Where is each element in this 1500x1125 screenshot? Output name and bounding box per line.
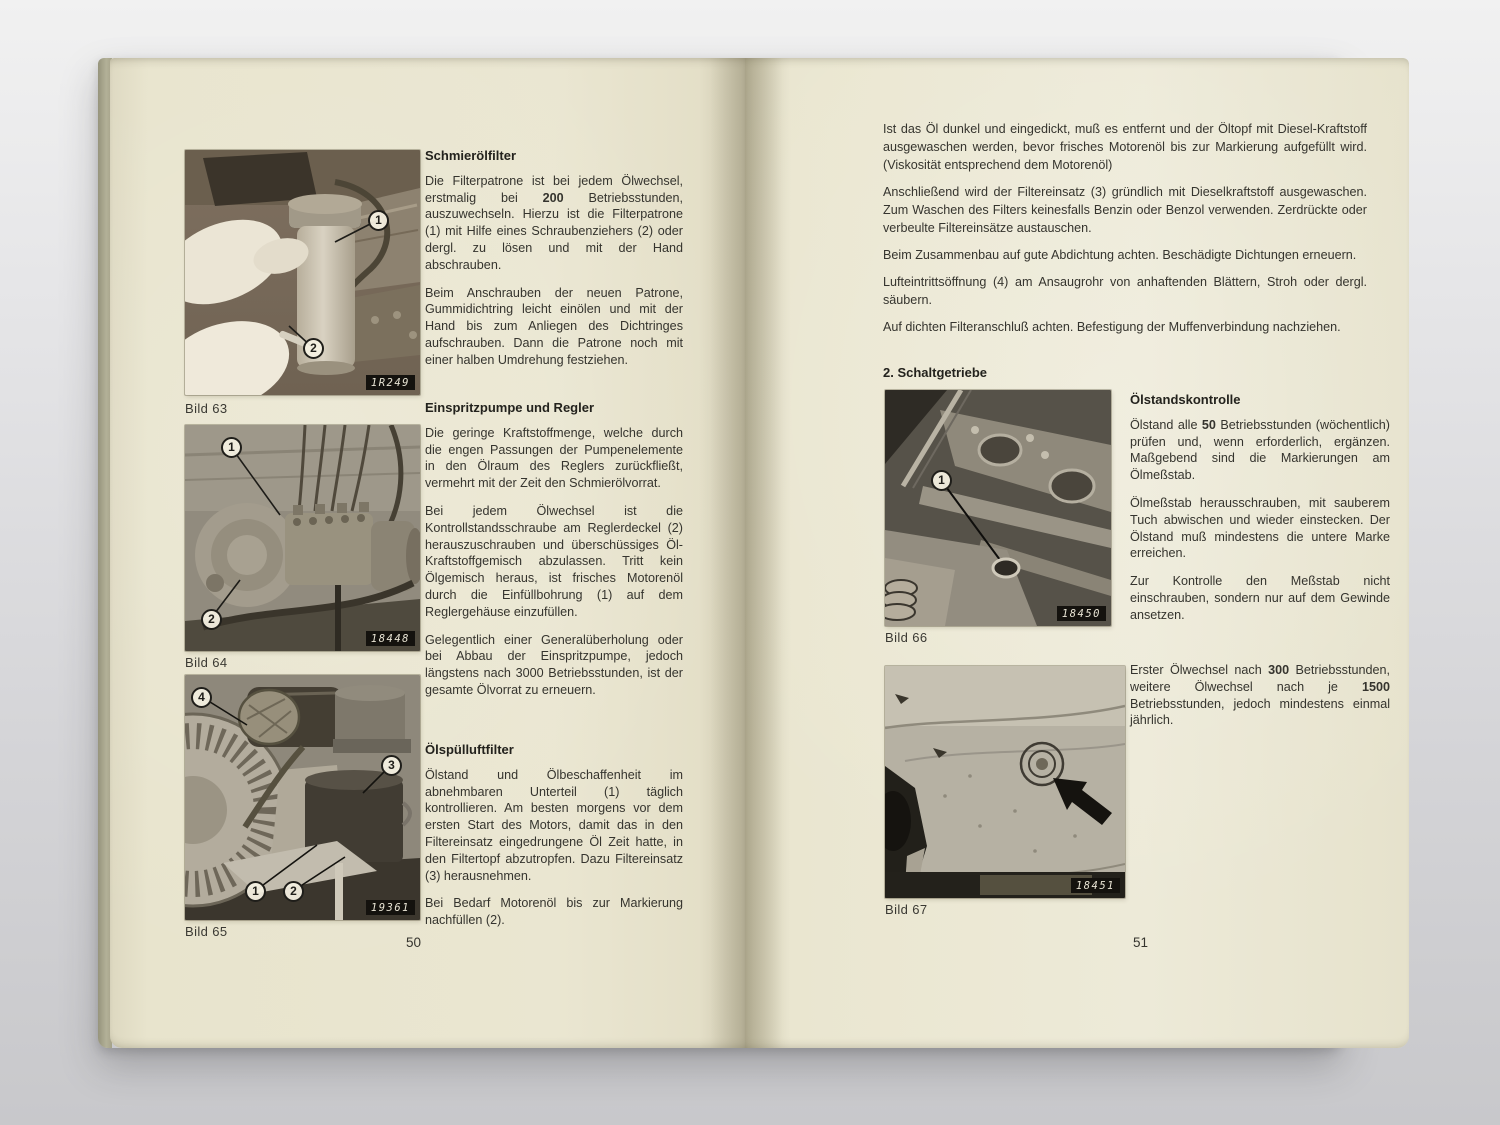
- paragraph: Gelegentlich einer Generalüberholung oder bei Abbau der Einspritzpumpe, jedoch längstens nach 3000 Betriebsstunden, ist der gesamte Ölvorrat zu erneuern.: [425, 632, 683, 697]
- bold-value: 1500: [1361, 679, 1390, 694]
- bild67-photo-art: [885, 666, 1125, 898]
- open-manual-book: [98, 58, 1390, 1048]
- callout-2: 2: [303, 338, 324, 359]
- paragraph: Anschließend wird der Filtereinsatz (3) gründlich mit Dieselkraftstoff ausgewaschen. Zum Waschen des Filters keinesfalls Benzin oder Benzol verwenden. Zerdrückte oder verbeulte Filtereinsätze austauschen.: [883, 185, 1367, 235]
- photo-code: 1R249: [366, 375, 415, 390]
- left-gutter-shadow: [699, 58, 745, 1048]
- heading-einspritzpumpe: Einspritzpumpe und Regler: [425, 400, 595, 415]
- figure-bild-63: [185, 150, 420, 395]
- text-run: Betriebsstunden (wöchentlich) prüfen und, wenn erforderlich, ergänzen. Maßgebend sind die Markierungen am Ölmeßstab.: [1130, 417, 1390, 483]
- section-schmieroelfilter: [425, 148, 683, 380]
- paragraph: Beim Anschrauben der neuen Patrone, Gummidichtring leicht einölen und mit der Hand bis zum Anliegen des Dichtringes aufschrauben. Dann die Patrone noch mit einer halben Umdrehung festziehen.: [425, 285, 683, 367]
- photo-code: 18451: [1071, 878, 1120, 893]
- figure-bild-67: [885, 666, 1125, 898]
- section-einspritzpumpe: [425, 400, 683, 710]
- text-run: Betriebsstunden, jedoch mindestens einmal jährlich.: [1130, 696, 1390, 728]
- heading-schmieroelfilter: Schmierölfilter: [425, 148, 517, 163]
- photo-code: 18448: [366, 631, 415, 646]
- callout-1: 1: [931, 470, 952, 491]
- callout-1: 1: [245, 881, 266, 902]
- heading-schaltgetriebe: 2. Schaltgetriebe: [883, 365, 988, 380]
- heading-oelstandskontrolle: Ölstandskontrolle: [1130, 392, 1241, 407]
- figure-caption-bild67: Bild 67: [885, 902, 928, 917]
- bold-value: 50: [1201, 417, 1216, 432]
- bold-value: 200: [542, 190, 564, 205]
- text-run: Die Filterpatrone ist bei jedem Ölwechsel, erstmalig bei: [425, 173, 683, 205]
- callout-3: 3: [381, 755, 402, 776]
- callout-1: 1: [221, 437, 242, 458]
- callout-2: 2: [201, 609, 222, 630]
- section-oelwechsel-intervall: [1130, 662, 1390, 740]
- callout-1: 1: [368, 210, 389, 231]
- paragraph: Beim Zusammenbau auf gute Abdichtung achten. Beschädigte Dichtungen erneuern.: [883, 248, 1357, 262]
- callout-2: 2: [283, 881, 304, 902]
- text-run: Erster Ölwechsel nach: [1130, 663, 1269, 677]
- bild66-photo-art: [885, 390, 1111, 626]
- bild63-photo-art: [185, 150, 420, 395]
- paragraph: [425, 173, 683, 274]
- paragraph: [1130, 417, 1390, 484]
- text-run: Betriebsstunden, auszuwechseln. Hierzu ist die Filterpatrone (1) mit Hilfe eines Schraubenziehers (2) oder dergl. zu lösen und mit der Hand abschrauben.: [425, 190, 683, 272]
- figure-caption-bild63: Bild 63: [185, 401, 228, 416]
- photo-code: 19361: [366, 900, 415, 915]
- heading-oelspuelluftfilter: Ölspülluftfilter: [425, 742, 514, 757]
- paragraph: Die geringe Kraftstoffmenge, welche durch die engen Passungen der Pumpenelemente in den Ölraum des Reglers zurückfließt, vermehrt mit der Zeit den Schmierölvorrat.: [425, 425, 683, 491]
- paragraph: Zur Kontrolle den Meßstab nicht einschrauben, sondern nur auf dem Gewinde ansetzen.: [1130, 574, 1390, 622]
- left-page: [110, 58, 745, 1048]
- page-number-left: 50: [406, 935, 422, 950]
- intro-paragraphs: [883, 120, 1367, 345]
- photo-code: 18450: [1057, 606, 1106, 621]
- paragraph: Ist das Öl dunkel und eingedickt, muß es entfernt und der Öltopf mit Diesel-Kraftstoff ausgewaschen werden, bevor frisches Motorenöl bis zur Markierung aufgefüllt wird. (Viskosität entsprechend dem Motorenöl): [883, 122, 1367, 172]
- bold-value: 300: [1268, 663, 1290, 677]
- right-gutter-shadow: [745, 58, 791, 1048]
- figure-bild-64: [185, 425, 420, 651]
- paragraph: Bei Bedarf Motorenöl bis zur Markierung nachfüllen (2).: [425, 896, 683, 928]
- figure-bild-66: [885, 390, 1111, 626]
- bild65-photo-art: [185, 675, 420, 920]
- text-run: Ölstand alle: [1130, 417, 1202, 432]
- figure-caption-bild64: Bild 64: [185, 655, 228, 670]
- paragraph: Bei jedem Ölwechsel ist die Kontrollstandsschraube am Reglerdeckel (2) herauszuschrauben und überschüssiges Öl-Kraftstoffgemisch abzulassen. Tritt kein Ölgemisch heraus, ist frisches Motorenöl durch die Einfüllbohrung (1) auf dem Reglergehäuse einzufüllen.: [425, 503, 683, 619]
- figure-caption-bild66: Bild 66: [885, 630, 928, 645]
- figure-caption-bild65: Bild 65: [185, 924, 228, 939]
- paragraph: Ölmeßstab herausschrauben, mit sauberem Tuch abwischen und wieder einstecken. Der Ölstand muß mindestens die untere Marke erreichen.: [1130, 495, 1390, 561]
- paragraph: Auf dichten Filteranschluß achten. Befestigung der Muffenverbindung nachziehen.: [883, 320, 1341, 334]
- callout-4: 4: [191, 687, 212, 708]
- right-page: [745, 58, 1409, 1048]
- paragraph: [1130, 662, 1390, 729]
- paragraph: Ölstand und Ölbeschaffenheit im abnehmbaren Unterteil (1) täglich kontrollieren. Am besten morgens vor dem ersten Start des Motors, damit das in den Filtereinsatz eingedrungene Öl Zeit hatte, in den Filtertopf abzutropfen. Dazu Filtereinsatz (3) herausnehmen.: [425, 767, 683, 883]
- page-number-right: 51: [1133, 935, 1149, 950]
- paragraph: Lufteintrittsöffnung (4) am Ansaugrohr von anhaftenden Blättern, Stroh oder dergl. säubern.: [883, 275, 1367, 307]
- text-run: Betriebsstunden, weitere Ölwechsel nach je: [1130, 663, 1390, 694]
- section-oelspuelluftfilter: [425, 742, 683, 940]
- section-oelstandskontrolle: [1130, 392, 1390, 635]
- figure-bild-65: [185, 675, 420, 920]
